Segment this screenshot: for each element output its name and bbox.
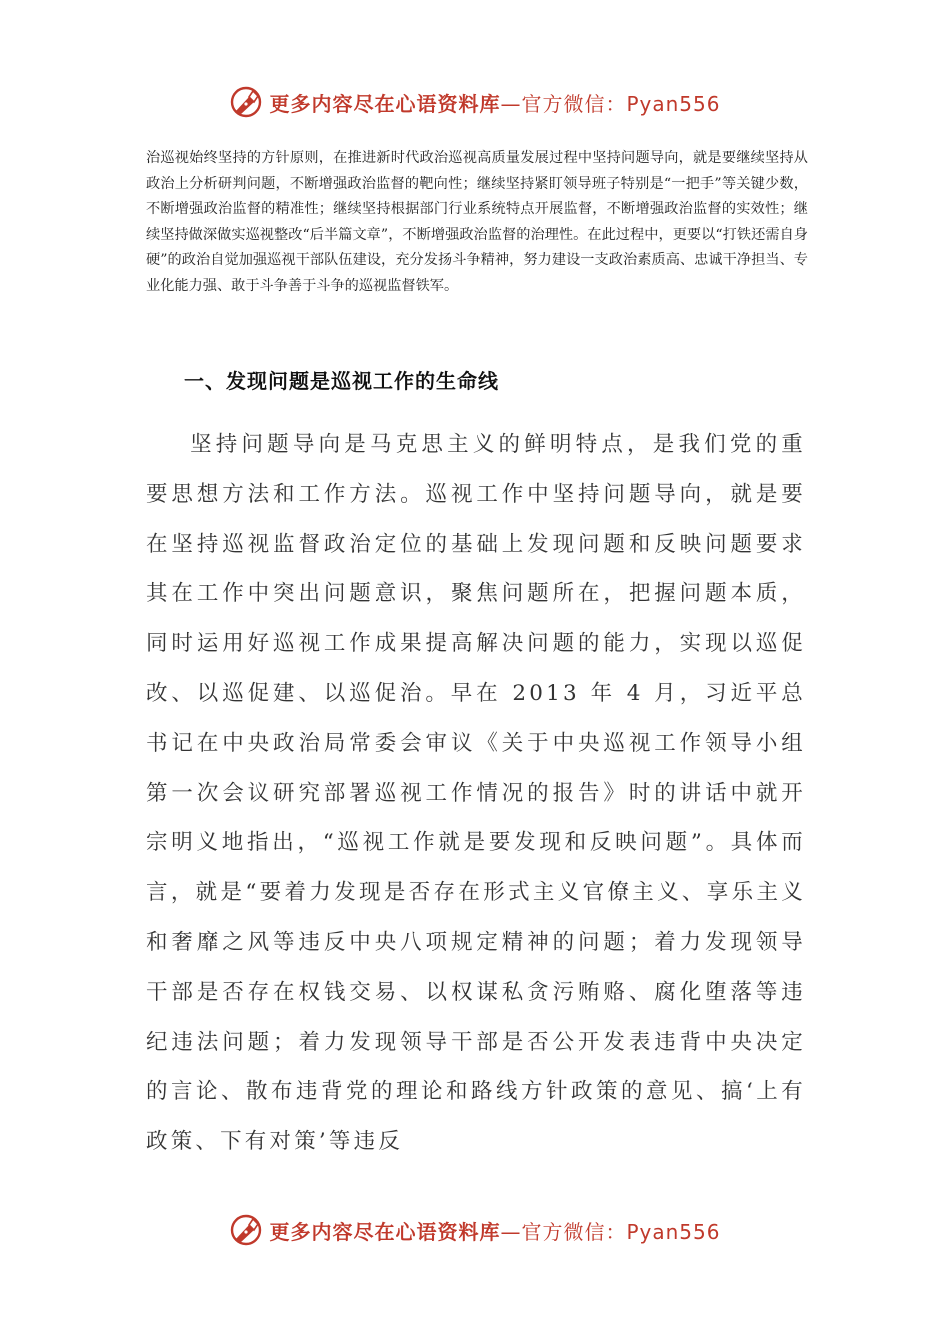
body-paragraph: 坚持问题导向是马克思主义的鲜明特点，是我们党的重要思想方法和工作方法。巡视工作中坚持问题导向，就是要在坚持巡视监督政治定位的基础上发现问题和反映问题要求其在工作中突出问题意识，聚焦问题所在，把握问题本质，同时运用好巡视工作成果提高解决问题的能力，实现以巡促改、以巡促建、以巡促治。早在 2013 年 4 月，习近平总书记在中央政治局常委会审议《关于中央巡视工作领导小组第一次会议研究部署巡视工作情况的报告》时的讲话中就开宗明义地指出，“巡视工作就是要发现和反映问题”。具体而言，就是“要着力发现是否存在形式主义官僚主义、享乐主义和奢靡之风等违反中央八项规定精神的问题；着力发现领导干部是否存在权钱交易、以权谋私贪污贿赂、腐化堕落等违纪违法问题；着力发现领导干部是否公开发表违背中央决定的言论、散布违背党的理论和路线方针政策的意见、搞‘上有政策、下有对策’等违反 [146,432,806,1155]
intro-paragraph: 治巡视始终坚持的方针原则，在推进新时代政治巡视高质量发展过程中坚持问题导向，就是要继续坚持从政治上分析研判问题，不断增强政治监督的靶向性；继续坚持紧盯领导班子特别是“一把手”等关键少数，不断增强政治监督的精准性；继续坚持根据部门行业系统特点开展监督，不断增强政治监督的实效性；继续坚持做深做实巡视整改“后半篇文章”，不断增强政治监督的治理性。在此过程中，更要以“打铁还需自身硬”的政治自觉加强巡视干部队伍建设，充分发扬斗争精神，努力建设一支政治素质高、忠诚干净担当、专业化能力强、敢于斗争善于斗争的巡视监督铁军。 [146,150,808,294]
pen-nib-logo-icon [229,85,263,119]
pen-nib-logo-icon [229,1213,263,1247]
section-heading: 一、发现问题是巡视工作的生命线 [184,369,499,393]
header-banner-text: 更多内容尽在心语资料库—官方微信：Pyan556 [269,91,721,116]
header-banner [0,82,950,122]
footer-banner-text: 更多内容尽在心语资料库—官方微信：Pyan556 [269,1219,721,1244]
footer-banner [0,1210,950,1250]
